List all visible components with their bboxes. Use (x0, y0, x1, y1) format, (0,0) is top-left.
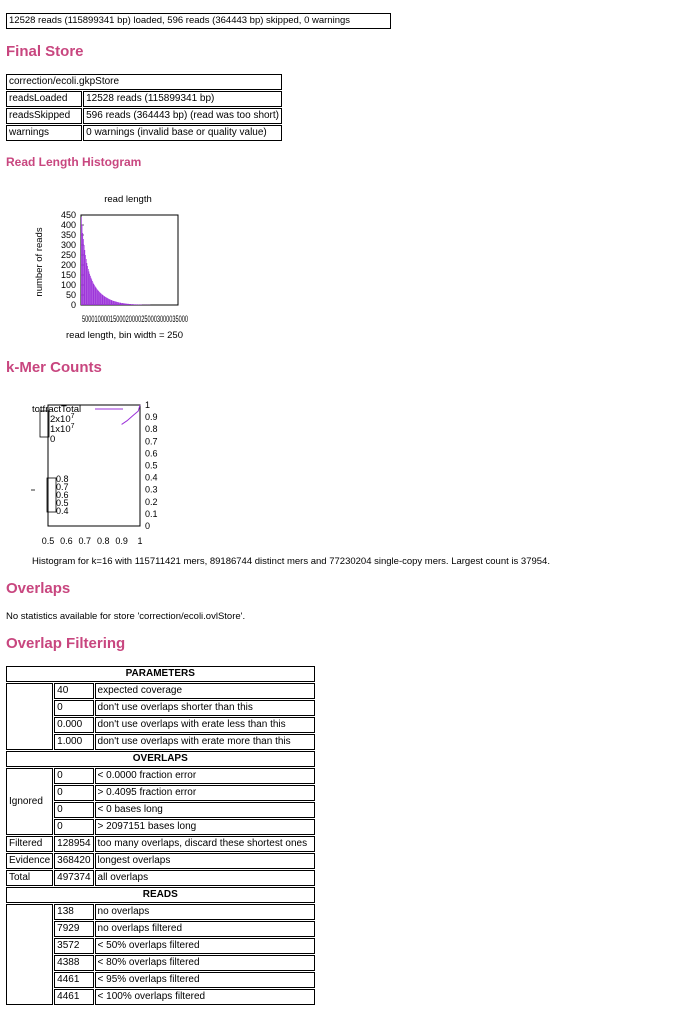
bar (109, 299, 110, 305)
bar (123, 303, 124, 305)
table-row: 4388 < 80% overlaps filtered (6, 955, 315, 971)
inner-tick-label: 0.5 (56, 498, 69, 508)
bar (91, 279, 92, 305)
y-tick-label: 300 (60, 240, 76, 250)
overlaps-title: Overlaps (6, 580, 71, 597)
svg-text:2x107: $2x10^7$ (50, 413, 75, 425)
overlaps-message: No statistics available for store 'correction/ecoli.ovlStore'. (6, 611, 246, 622)
overlap-filtering-title: Overlap Filtering (6, 635, 126, 652)
bar (134, 304, 135, 305)
bar (106, 297, 107, 305)
bar (87, 263, 88, 305)
bar (127, 304, 128, 305)
bar (101, 294, 102, 305)
y-tick-label: 0 (70, 300, 76, 310)
bar (115, 301, 116, 305)
table-row: 1.000 don't use overlaps with erate more than this (6, 734, 315, 750)
right-y-axis-ticks (145, 400, 158, 531)
bars (81, 217, 150, 305)
reads-header: READS (6, 887, 315, 903)
chart-ylabel: number of reads (34, 227, 45, 297)
bar (136, 304, 137, 305)
bar (81, 217, 82, 305)
bar (105, 297, 106, 305)
x-tick-labels: 5000100001500020000250003000035000 (82, 314, 188, 325)
y-tick-label: 150 (60, 270, 76, 280)
bar (128, 304, 129, 305)
inner-left-ticks (56, 474, 69, 516)
bar (112, 301, 113, 305)
table-row: 0 < 0 bases long (6, 802, 315, 818)
right-y-tick-label: 0.4 (145, 472, 158, 483)
bar (85, 255, 86, 305)
bar (135, 304, 136, 305)
bar (124, 303, 125, 305)
bar (129, 304, 130, 305)
right-y-tick-label: 0.1 (145, 508, 158, 519)
bar (102, 294, 103, 305)
bar (118, 302, 119, 305)
bar (122, 303, 123, 305)
final-store-title: Final Store (6, 43, 84, 60)
right-y-tick-label: 0.3 (145, 484, 158, 495)
bar (114, 301, 115, 305)
read-length-chart (0, 185, 240, 345)
bar (96, 287, 97, 305)
right-y-tick-label: 0.9 (145, 412, 158, 423)
bar (100, 293, 101, 305)
right-y-tick-label: 1 (145, 400, 151, 410)
y-tick-label: 350 (60, 230, 76, 240)
inner-tick-label: 0.6 (56, 490, 69, 500)
x-tick-label: 0.7 (78, 536, 92, 546)
y-tick-label: 250 (60, 250, 76, 260)
bar (123, 303, 124, 305)
legend-label: totfractTotal (32, 404, 82, 415)
bar (92, 281, 93, 305)
table-row: 3572 < 50% overlaps filtered (6, 938, 315, 954)
bar (134, 304, 135, 305)
bar (125, 304, 126, 305)
bar (97, 289, 98, 305)
bar (126, 304, 127, 305)
bar (93, 283, 94, 305)
table-row: readsSkipped 596 reads (364443 bp) (read was too short) (6, 108, 282, 124)
table-row: 7929 no overlaps filtered (6, 921, 315, 937)
table-row: 0.000 don't use overlaps with erate less than this (6, 717, 315, 733)
bar (110, 300, 111, 305)
legend-sub-labels (50, 413, 75, 445)
y-tick-label: 100 (60, 280, 76, 290)
bar (86, 259, 87, 305)
bar (119, 303, 120, 305)
y-tick-label: 50 (65, 290, 76, 300)
right-y-tick-label: 0.8 (145, 424, 158, 435)
bar (130, 304, 131, 305)
parameters-header: PARAMETERS (6, 666, 315, 682)
bar (96, 288, 97, 305)
bar (100, 293, 101, 305)
bar (107, 298, 108, 305)
y-tick-label: 450 (60, 210, 76, 220)
summary-box (6, 13, 391, 29)
table-row: 0 > 0.4095 fraction error (6, 785, 315, 801)
kmer-caption: Histogram for k=16 with 115711421 mers, 89186744 distinct mers and 77230204 single-copy mers. Largest count is 37954. (32, 556, 550, 567)
bar (111, 300, 112, 305)
table-row: 40 expected coverage (6, 683, 315, 699)
bar (103, 296, 104, 305)
bar (95, 286, 96, 305)
chart-xlabel: read length, bin width = 250 (66, 330, 183, 341)
bar (84, 245, 85, 305)
x-tick-label: 0.5 (41, 536, 55, 546)
bar (87, 266, 88, 305)
overlap-filtering-table (5, 665, 316, 1006)
bar (127, 304, 128, 305)
right-y-tick-label: 0.2 (145, 496, 158, 507)
bar (105, 297, 106, 305)
bar (118, 302, 119, 305)
bar (82, 225, 83, 305)
histogram-title: Read Length Histogram (6, 155, 142, 169)
bar (133, 304, 134, 305)
bar (130, 304, 131, 305)
inner-tick-label: 0.7 (56, 482, 69, 492)
bar (102, 295, 103, 305)
bar (111, 300, 112, 305)
x-axis-ticks (42, 536, 143, 546)
x-tick-label: 0.6 (60, 536, 73, 546)
y-tick-label: 400 (60, 220, 76, 230)
bar (117, 302, 118, 305)
bar (116, 302, 117, 305)
bar (131, 304, 132, 305)
right-y-tick-label: 0 (145, 521, 151, 531)
bar (93, 284, 94, 305)
bar (88, 269, 89, 305)
table-row: Filtered 128954 too many overlaps, discard these shortest ones (6, 836, 315, 852)
bar (90, 276, 91, 305)
table-row: Evidence 368420 longest overlaps (6, 853, 315, 869)
kmer-chart (0, 392, 220, 550)
table-row: 4461 < 100% overlaps filtered (6, 989, 315, 1005)
table-row: readsLoaded 12528 reads (115899341 bp) (6, 91, 282, 107)
bar (91, 278, 92, 305)
bar (114, 301, 115, 305)
bar (132, 304, 133, 305)
table-row: 0 > 2097151 bases long (6, 819, 315, 835)
bar (89, 271, 90, 305)
ignored-label: Ignored (6, 768, 53, 835)
table-row: 138 no overlaps (6, 904, 315, 920)
inner-tick-label: 0.4 (56, 506, 69, 516)
bar (125, 303, 126, 305)
bar (98, 291, 99, 305)
bar (120, 303, 121, 305)
final-store-table (5, 73, 283, 142)
bar (132, 304, 133, 305)
summary-text: 12528 reads (115899341 bp) loaded, 596 reads (364443 bp) skipped, 0 warnings (9, 15, 351, 26)
overlaps-header: OVERLAPS (6, 751, 315, 767)
bar (89, 274, 90, 305)
kmer-title: k-Mer Counts (6, 359, 102, 376)
table-row: Total 497374 all overlaps (6, 870, 315, 886)
bar (107, 298, 108, 305)
bar (84, 250, 85, 305)
right-y-tick-label: 0.7 (145, 436, 158, 447)
table-row: warnings 0 warnings (invalid base or quality value) (6, 125, 282, 141)
bar (94, 285, 95, 305)
bar (116, 302, 117, 305)
bar (83, 239, 84, 305)
table-row: 0 don't use overlaps shorter than this (6, 700, 315, 716)
bar (120, 303, 121, 305)
svg-text:1x107: $1x10^7$ (50, 423, 75, 435)
bar (113, 301, 114, 305)
bar (104, 296, 105, 305)
chart-title: read length (104, 194, 152, 205)
x-tick-label: 0.9 (115, 536, 128, 546)
right-y-tick-label: 0.6 (145, 448, 158, 459)
table-row: Ignored 0 < 0.0000 fraction error (6, 768, 315, 784)
y-tick-label: 200 (60, 260, 76, 270)
x-tick-label: 0.8 (96, 536, 110, 546)
inner-tick-label: 0.8 (56, 474, 69, 484)
right-y-tick-label: 0.5 (145, 460, 158, 471)
table-row: 4461 < 95% overlaps filtered (6, 972, 315, 988)
bar (82, 233, 83, 305)
bar (136, 304, 137, 305)
bar (121, 303, 122, 305)
bar (108, 299, 109, 305)
store-name-cell: correction/ecoli.gkpStore (6, 74, 282, 90)
series-line (122, 405, 140, 424)
bar (109, 299, 110, 305)
bar (98, 290, 99, 305)
bar (99, 292, 100, 305)
x-tick-label: 1 (137, 536, 143, 546)
svg-text:0: 0 (50, 434, 56, 445)
